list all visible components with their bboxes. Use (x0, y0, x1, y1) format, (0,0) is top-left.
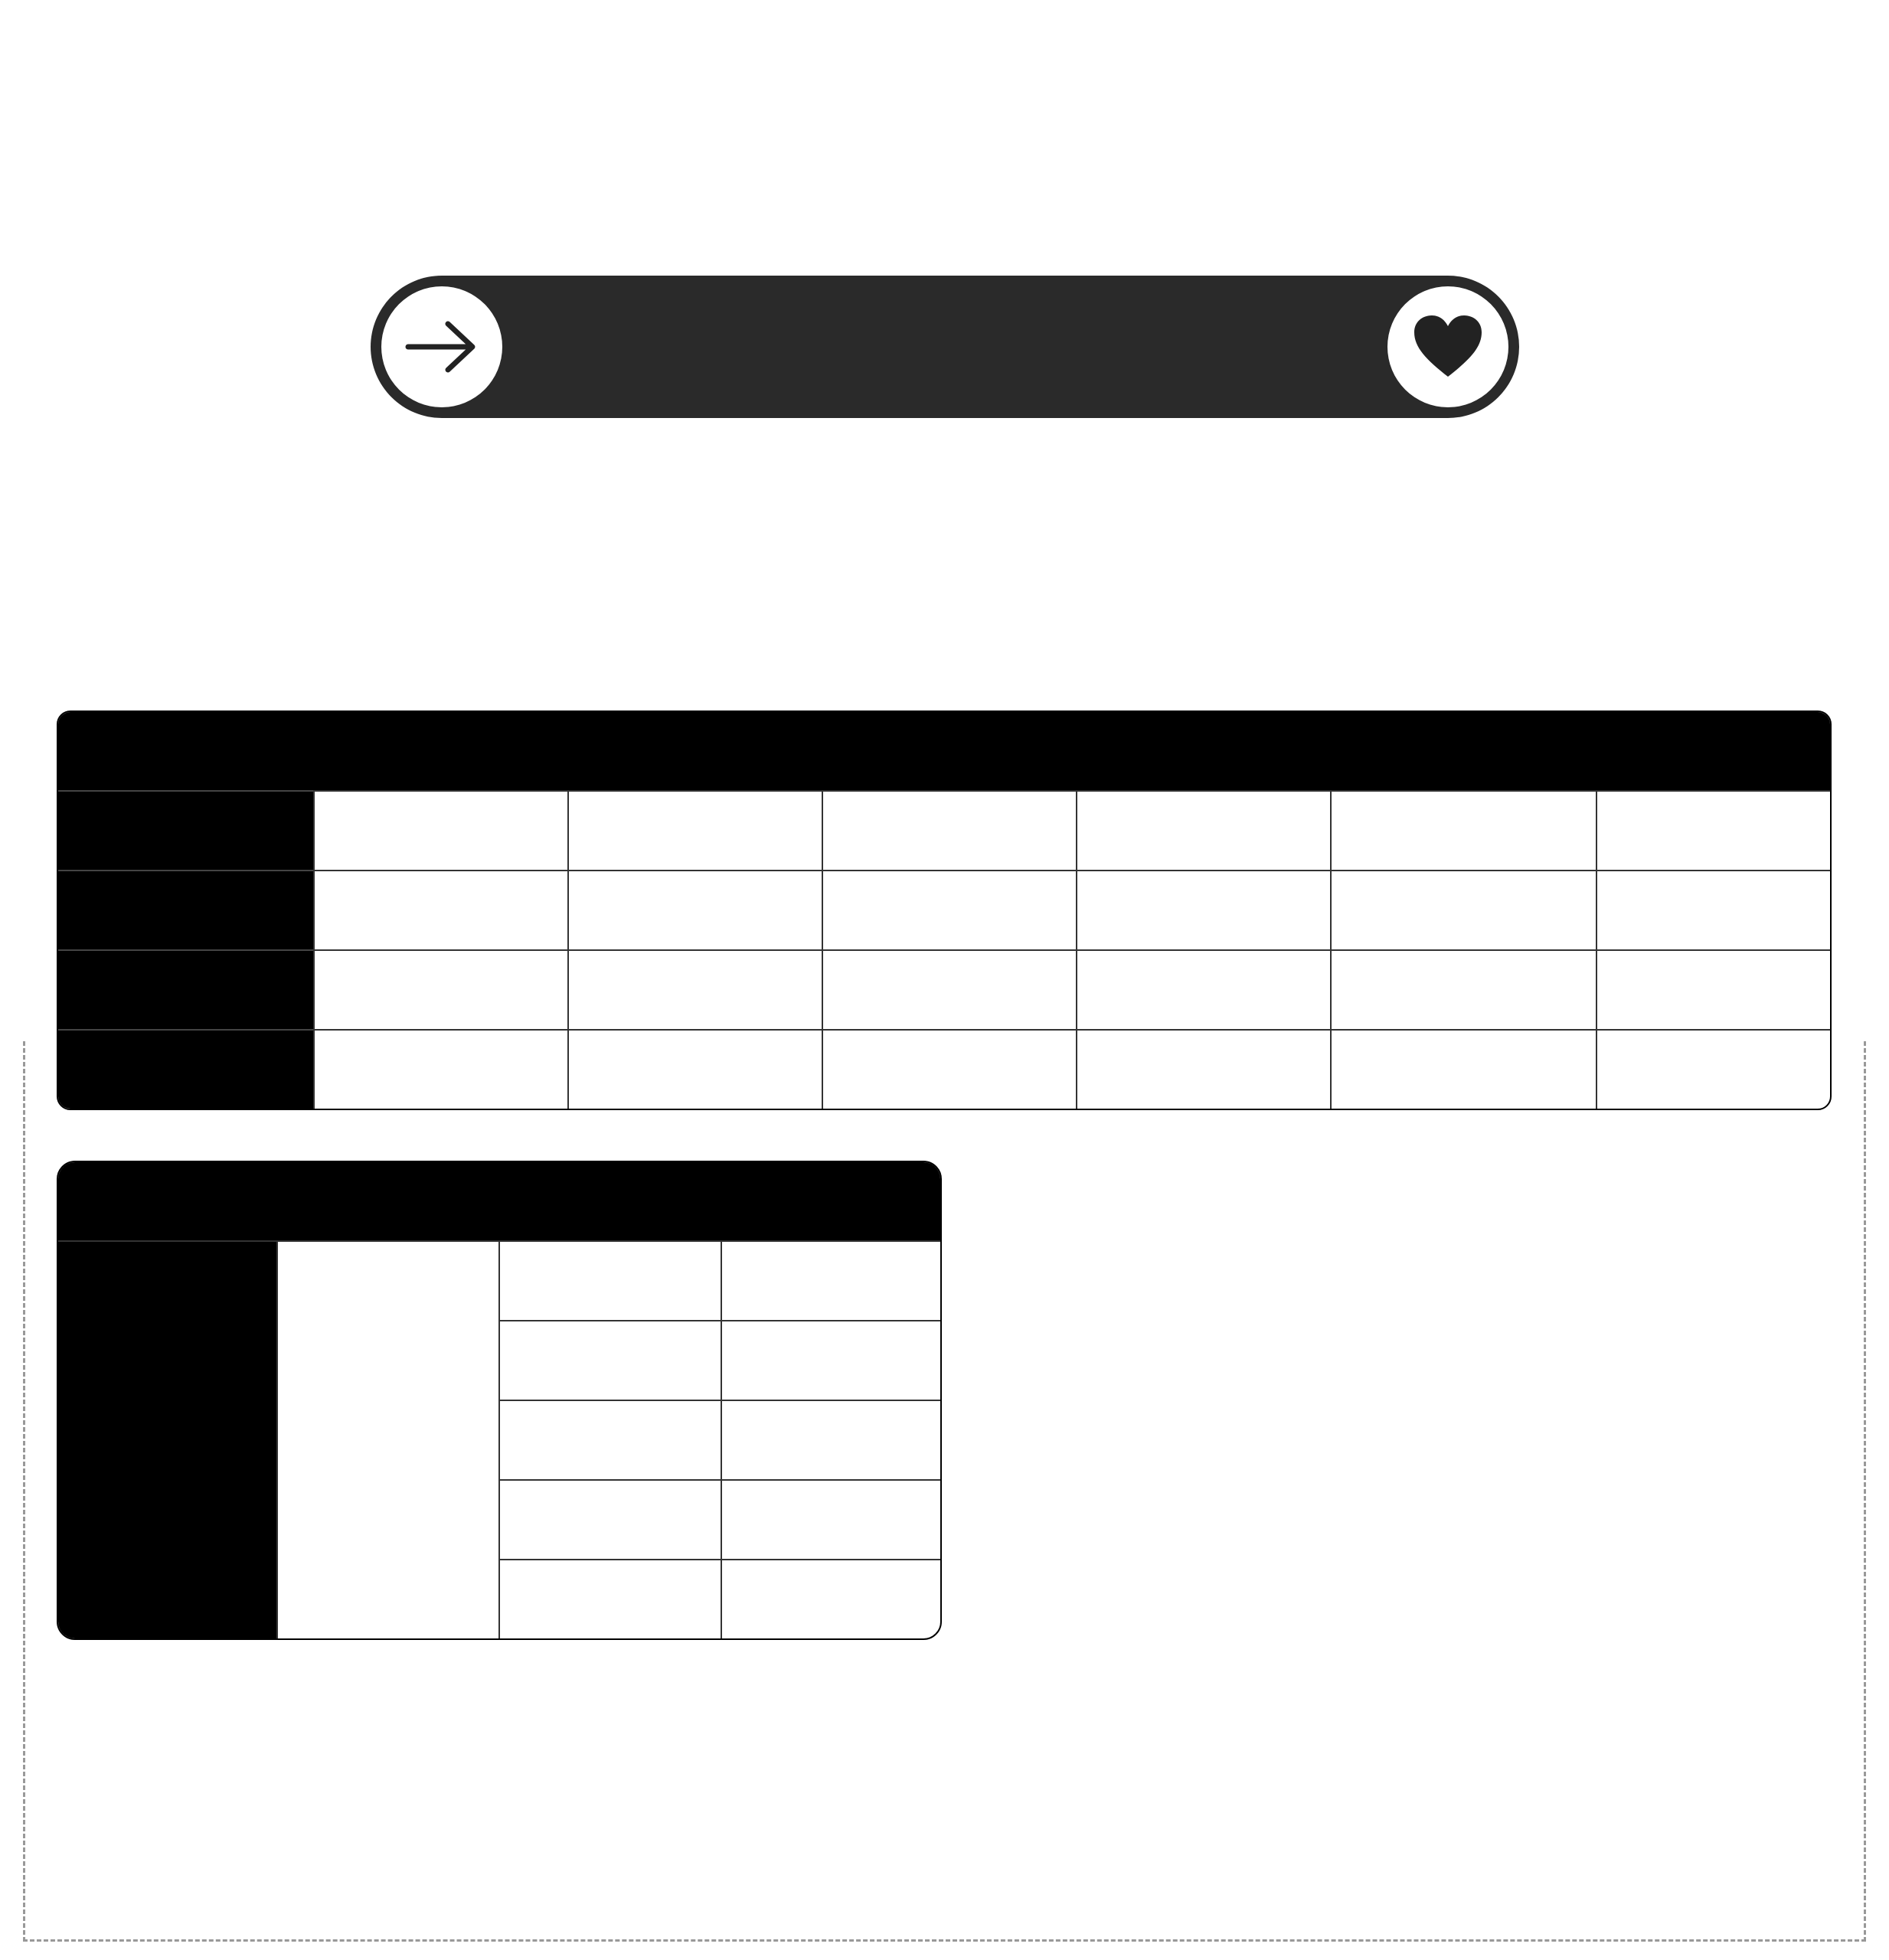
header-length (313, 712, 567, 790)
size-cell (58, 1029, 313, 1109)
table-cell (1076, 790, 1330, 870)
favorite-button[interactable] (1387, 286, 1508, 407)
size-cell (58, 790, 313, 870)
table-cell (313, 949, 567, 1029)
table-cell (567, 949, 822, 1029)
arrow-right-icon (404, 316, 480, 377)
table-cell (567, 1029, 822, 1109)
table-cell (822, 790, 1076, 870)
table-cell (1076, 949, 1330, 1029)
size-cell (58, 949, 313, 1029)
material-cell (58, 1240, 276, 1638)
brand-logo (0, 84, 1889, 95)
quantity-cell (721, 1240, 940, 1320)
table-row (58, 949, 1830, 1029)
gsm-cell (276, 1240, 498, 1638)
price-row (58, 1240, 940, 1320)
size-chart-table (57, 710, 1832, 1110)
header-size (58, 712, 313, 790)
table-cell (1330, 870, 1596, 949)
price-table-header (58, 1162, 940, 1240)
table-cell (1596, 790, 1830, 870)
header-sleeve (1076, 712, 1330, 790)
quantity-cell (721, 1320, 940, 1400)
header-shoulder (822, 712, 1076, 790)
table-cell (313, 1029, 567, 1109)
header-material (58, 1162, 276, 1240)
table-row (58, 870, 1830, 949)
table-cell (1596, 870, 1830, 949)
table-cell (1596, 1029, 1830, 1109)
arrow-button[interactable] (381, 286, 502, 407)
heart-icon (1411, 314, 1485, 380)
price-cell (498, 1479, 721, 1559)
price-table (57, 1161, 942, 1640)
table-row (58, 1029, 1830, 1109)
price-cell (498, 1400, 721, 1479)
price-cell (498, 1559, 721, 1638)
tshirt-color-collage (1000, 1161, 1832, 1620)
quantity-cell (721, 1400, 940, 1479)
header-width (567, 712, 822, 790)
table-row (58, 790, 1830, 870)
table-cell (1330, 949, 1596, 1029)
header-quantity (721, 1162, 940, 1240)
product-title-banner (371, 276, 1519, 418)
quantity-cell (721, 1559, 940, 1638)
size-table-header (58, 712, 1830, 790)
table-cell (1596, 949, 1830, 1029)
header-weight (1596, 712, 1830, 790)
table-cell (567, 870, 822, 949)
price-cell (498, 1240, 721, 1320)
table-cell (567, 790, 822, 870)
banner-title (534, 276, 1355, 418)
header-height (1330, 712, 1596, 790)
table-cell (1330, 790, 1596, 870)
table-cell (1076, 1029, 1330, 1109)
quantity-cell (721, 1479, 940, 1559)
price-cell (498, 1320, 721, 1400)
header-gsm (276, 1162, 498, 1240)
size-cell (58, 870, 313, 949)
table-cell (313, 790, 567, 870)
table-cell (1076, 870, 1330, 949)
table-cell (313, 870, 567, 949)
table-cell (822, 949, 1076, 1029)
table-cell (822, 1029, 1076, 1109)
header-price (498, 1162, 721, 1240)
table-cell (822, 870, 1076, 949)
table-cell (1330, 1029, 1596, 1109)
